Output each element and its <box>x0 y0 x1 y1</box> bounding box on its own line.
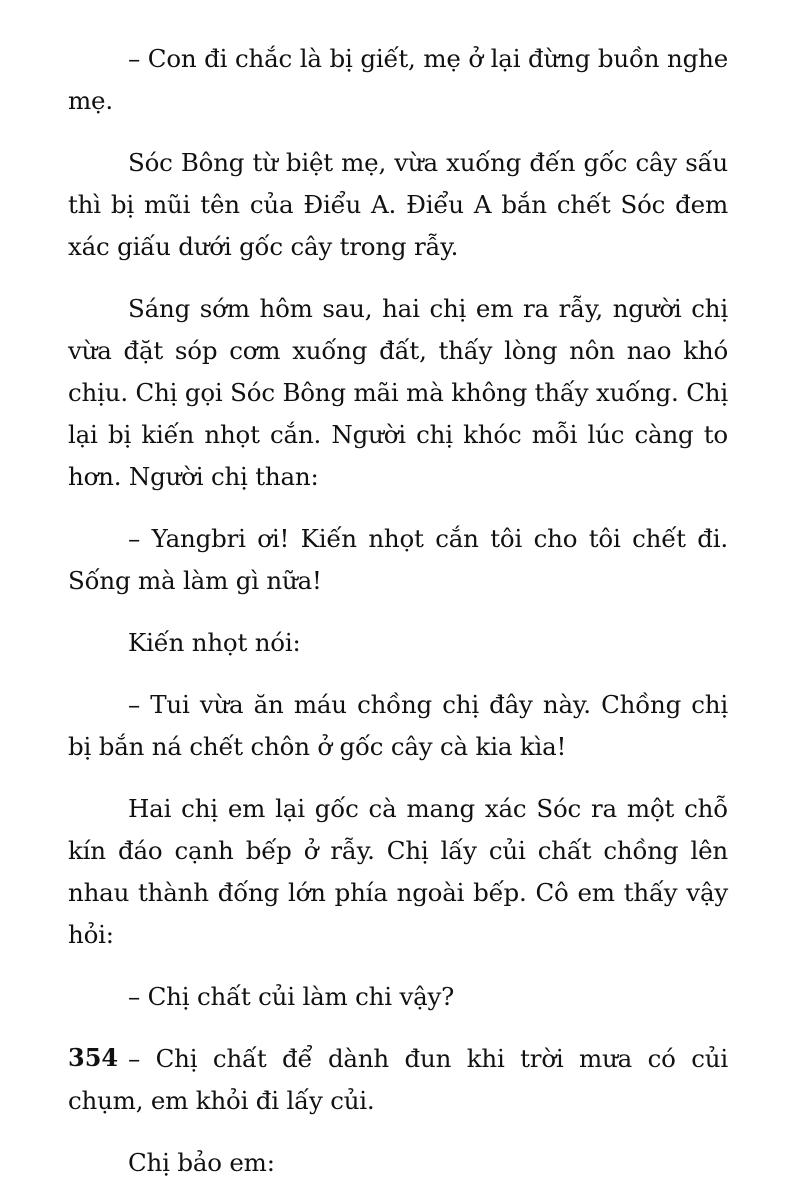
page-number: 354 <box>68 1043 119 1072</box>
paragraph-8: – Chị chất củi làm chi vậy? <box>128 982 455 1011</box>
paragraph-10: Chị bảo em: <box>128 1148 275 1177</box>
paragraph-9: – Chị chất để dành đun khi trời mưa có củi chụm, em khỏi đi lấy củi. <box>68 1044 728 1115</box>
page-body <box>68 38 728 1204</box>
paragraph-2: Sóc Bông từ biệt mẹ, vừa xuống đến gốc cây sấu thì bị mũi tên của Điểu A. Điểu A bắn chết Sóc đem xác giấu dưới gốc cây trong rẫy. <box>68 148 728 261</box>
paragraph-6: – Tui vừa ăn máu chồng chị đây này. Chồng chị bị bắn ná chết chôn ở gốc cây cà kia kìa! <box>68 690 728 761</box>
paragraph-7: Hai chị em lại gốc cà mang xác Sóc ra một chỗ kín đáo cạnh bếp ở rẫy. Chị lấy củi chất chồng lên nhau thành đống lớn phía ngoài bếp. Cô em thấy vậy hỏi: <box>68 794 728 949</box>
paragraph-1: – Con đi chắc là bị giết, mẹ ở lại đừng buồn nghe mẹ. <box>68 44 728 115</box>
paragraph-3: Sáng sớm hôm sau, hai chị em ra rẫy, người chị vừa đặt sóp cơm xuống đất, thấy lòng nôn nao khó chịu. Chị gọi Sóc Bông mãi mà không thấy xuống. Chị lại bị kiến nhọt cắn. Người chị khóc mỗi lúc càng to hơn. Người chị than: <box>68 294 728 491</box>
paragraph-5: Kiến nhọt nói: <box>128 628 301 657</box>
paragraph-4: – Yangbri ơi! Kiến nhọt cắn tôi cho tôi chết đi. Sống mà làm gì nữa! <box>68 524 728 595</box>
